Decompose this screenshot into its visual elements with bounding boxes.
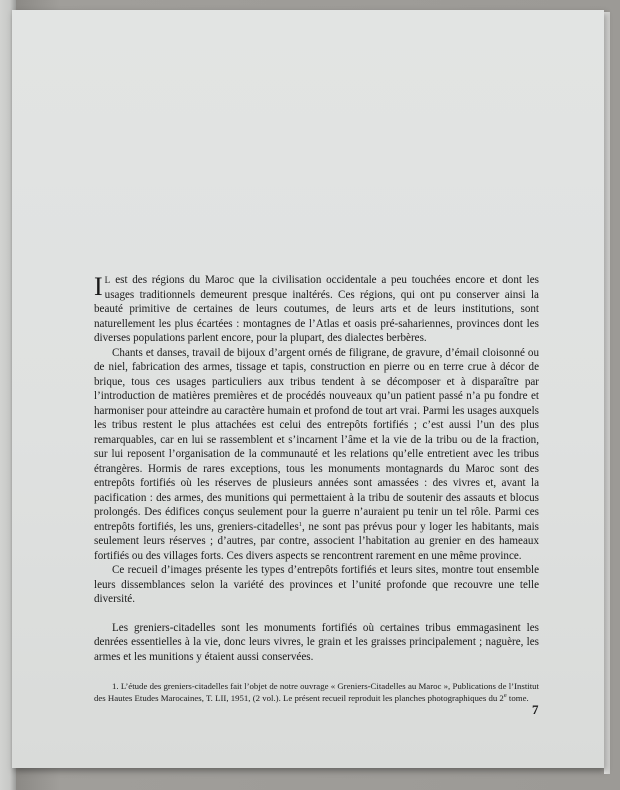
paragraph-usages-text-a: Chants et danses, travail de bijoux d’argent ornés de filigrane, de gravure, d’émail cloisonné ou de niel, fabrication des armes, tissage et tapis, construction en pierre ou en terre crue à décor de brique, tous ces usages particuliers aux tribus tendent à se décomposer et à disparaître par l’introduction de matières premières et de procédés nouveaux qu’un patient passé n’a pu fondre et harmoniser pour atteindre au caractère humain et profond de tout art vrai. Parmi les usages auxquels les tribus restent le plus attachées est celui des entrepôts fortifiés ; c’est aussi l’un des plus remarquables, car en lui se rassemblent et s’incarnent l’âme et la vie de la tribu ou de la fraction, sur lui reposent l’organisation de la communauté et les relations qu’elle entretient avec les tribus étrangères. Hormis de rares exceptions, tous les monuments montagnards du Maroc sont des entrepôts fortifiés où les réserves de plusieurs années sont amassées : des vivres et, avant la pacification : des armes, des munitions qui permettaient à la tribu de soutenir des assauts et blocus prolongés. Des édifices conçus seulement pour la guerre n’auraient pu tenir un tel rôle. Parmi ces entrepôts fortifiés, les uns, greniers-citadelles: [94, 346, 539, 533]
paragraph-greniers: Les greniers-citadelles sont les monuments fortifiés où certaines tribus emmagasinent les denrées essentielles à la vie, donc leurs vivres, le grain et les graisses principalement ; naguère, les armes et les munitions y étaient aussi conservées.: [94, 621, 539, 663]
footnote-text-a: 1. L’étude des greniers-citadelles fait l’objet de notre ouvrage « Greniers-Citadelles au Maroc », Publications de l’Institut des Hautes Etudes Marocaines, T. LII, 1951, (2 vol.). Le présent recueil reproduit les planches photographiques du 2: [94, 681, 539, 703]
drop-cap: I: [94, 272, 103, 301]
paragraph-intro: [94, 273, 539, 346]
footnote: [94, 680, 539, 704]
small-cap: L: [104, 275, 111, 285]
footnote-text-b: tome.: [506, 693, 529, 703]
footnote-marker: 1: [298, 520, 303, 528]
footnote-superscript: e: [503, 692, 507, 699]
book-page: [12, 10, 604, 768]
page-number: 7: [532, 702, 539, 717]
paragraph-usages: [94, 346, 539, 564]
page-stack-edge: [604, 12, 610, 774]
paragraph-recueil: Ce recueil d’images présente les types d’entrepôts fortifiés et leurs sites, montre tout ensemble leurs dissemblances selon la variété des provinces et l’unité profonde que recouvre une telle diversité.: [94, 564, 539, 605]
section-gap: [94, 607, 539, 621]
body-text: [94, 273, 539, 704]
paragraph-intro-text: est des régions du Maroc que la civilisation occidentale a peu touchées encore et dont les usages traditionnels demeurent presque inaltérés. Ces régions, qui ont pu conserver ainsi la beauté primitive de certaines de leurs coutumes, de leurs arts et de leurs institutions, sont naturellement les plus écartées : montagnes de l’Atlas et oasis pré-sahariennes, provinces dont les diverses populations parlent encore, pour la plupart, des dialectes berbères.: [94, 274, 539, 344]
paragraph-usages-text-b: , ne sont pas prévus pour y loger les habitants, mais seulement leurs réserves ; d’autres, par contre, associent l’habitation au grenier en des hameaux fortifiés ou des villages forts. Ces divers aspects se rencontrent rarement en une même province.: [94, 520, 539, 562]
